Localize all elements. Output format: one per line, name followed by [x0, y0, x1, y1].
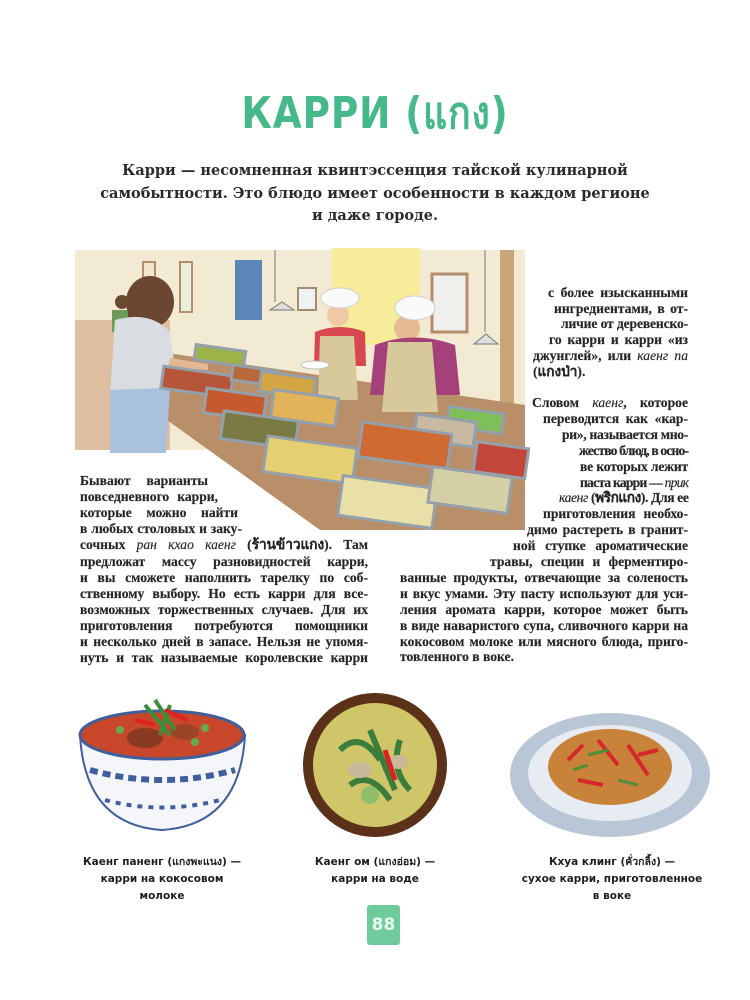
- text-line: [549, 332, 688, 348]
- text-line: [561, 316, 688, 332]
- text-line: [533, 364, 688, 380]
- text-segment: травы, специи и ферментиро-: [490, 554, 688, 569]
- text-segment: Бывают варианты: [80, 473, 208, 488]
- text-segment: кокосовом молоке или мясного блюда, приго-: [400, 633, 688, 649]
- text-line: [532, 395, 688, 411]
- text-segment: , которое: [623, 395, 688, 410]
- text-line: [548, 285, 688, 301]
- text-line: [562, 427, 688, 443]
- text-segment: приготовления потребуются помощники: [80, 617, 368, 633]
- text-segment: жество блюд, в осно-: [579, 442, 689, 458]
- text-segment: го карри и карри «из: [549, 332, 688, 348]
- text-line: [80, 521, 242, 537]
- text-segment: с более изысканными: [548, 285, 688, 300]
- italic-term: прик: [664, 474, 689, 490]
- page-number: 88: [367, 905, 400, 945]
- text-segment: и вкус умами. Эту пасту используют для уси-: [400, 585, 688, 601]
- italic-term: каенг па: [637, 347, 688, 363]
- dish-caption-kaeng-om: [255, 854, 495, 888]
- caption-line: сухое карри, приготовленное: [521, 873, 703, 885]
- caption-line: Кхуа клинг (คั่วกลิ้ง) —: [548, 856, 676, 868]
- text-segment: ной ступке ароматические: [513, 538, 688, 554]
- text-line: [554, 301, 688, 317]
- caption-line: молоке: [139, 890, 185, 902]
- text-line: [80, 650, 368, 666]
- text-line: [527, 522, 688, 538]
- intro-line: самобытности. Это блюдо имеет особенности в каждом регионе: [100, 184, 650, 202]
- text-segment: нуть и так называемые королевские карри: [80, 650, 368, 666]
- text-segment: (พริกแกง). Для ее: [587, 490, 689, 506]
- caption-line: карри на кокосовом: [100, 873, 224, 885]
- caption-line: Каенг ом (แกงอ่อม) —: [314, 856, 436, 868]
- kaeng-om-bowl-illustration: [300, 690, 450, 840]
- text-line: [80, 473, 208, 489]
- text-line: [80, 618, 368, 634]
- text-segment: ве которых лежит: [580, 458, 688, 474]
- italic-term: ран кхао каенг: [136, 537, 236, 553]
- dish-caption-khua-kling: [492, 854, 732, 905]
- text-line: [400, 618, 688, 634]
- text-segment: Словом: [532, 395, 593, 410]
- text-segment: в любых столовых и заку-: [80, 521, 242, 537]
- text-segment: и несколько дней в запасе. Нельзя не упомя-: [80, 634, 368, 649]
- text-line: [579, 443, 688, 459]
- text-line: [80, 505, 238, 521]
- italic-term: каенг: [559, 490, 588, 506]
- page-title: КАРРИ (แกง): [241, 88, 509, 139]
- text-segment: паста карри —: [580, 474, 665, 490]
- text-line: [80, 634, 368, 650]
- text-line: [80, 489, 218, 505]
- text-segment: (แกงป่า).: [533, 363, 586, 379]
- intro-paragraph: [100, 160, 650, 228]
- text-line: [513, 538, 688, 554]
- text-line: [80, 570, 368, 586]
- text-segment: повседневного карри,: [80, 489, 218, 505]
- text-line: [400, 634, 688, 650]
- text-line: [543, 411, 688, 427]
- text-segment: товленного в воке.: [400, 649, 514, 665]
- intro-line: и даже городе.: [311, 207, 439, 224]
- text-segment: сочных: [80, 537, 137, 553]
- text-line: [543, 506, 688, 522]
- text-segment: димо растереть в гранит-: [527, 522, 688, 538]
- khua-kling-plate-illustration: [508, 705, 713, 845]
- text-segment: которые можно найти: [80, 505, 238, 521]
- text-segment: (ร้านข้าวแกง). Там: [235, 537, 368, 553]
- text-segment: ванные продукты, отвечающие за соленость: [400, 569, 688, 585]
- text-line: [80, 554, 368, 570]
- text-line: [580, 475, 688, 491]
- text-segment: ри», называется мно-: [562, 426, 688, 442]
- text-segment: предложат массу разновидностей карри,: [80, 553, 368, 569]
- text-line: [80, 602, 368, 618]
- text-segment: джунглей», или: [533, 347, 638, 363]
- text-segment: и вы сможете наполнить тарелку по соб-: [80, 569, 368, 585]
- kaeng-panaeng-bowl-illustration: [75, 690, 250, 840]
- text-segment: ингредиентами, в от-: [554, 300, 688, 316]
- caption-line: Каенг паненг (แกงพะแนง) —: [83, 856, 241, 868]
- caption-line: карри на воде: [331, 873, 419, 885]
- text-line: [80, 586, 368, 602]
- intro-line: Карри — несомненная квинтэссенция тайской кулинарной: [122, 162, 628, 179]
- text-line: [580, 459, 688, 475]
- text-line: [490, 554, 688, 570]
- text-segment: возможных торжественных случаев. Для их: [80, 601, 368, 617]
- text-line: [80, 537, 368, 553]
- text-line: [559, 490, 688, 506]
- dish-caption-kaeng-panaeng: [42, 854, 282, 905]
- text-line: [400, 602, 688, 618]
- text-line: [400, 586, 688, 602]
- text-segment: в виде наваристого супа, сливочного карри на: [400, 617, 688, 633]
- text-segment: ления аромата карри, которое может быть: [400, 601, 688, 617]
- italic-term: каенг: [592, 395, 624, 410]
- text-line: [400, 649, 688, 665]
- text-line: [400, 570, 688, 586]
- text-segment: переводится как «кар-: [543, 410, 688, 426]
- caption-line: в воке: [592, 890, 632, 902]
- text-segment: приготовления необхо-: [543, 506, 688, 522]
- text-segment: ственному выбору. Но есть карри для все-: [80, 585, 368, 601]
- text-segment: личие от деревенско-: [561, 316, 688, 332]
- text-line: [533, 348, 688, 364]
